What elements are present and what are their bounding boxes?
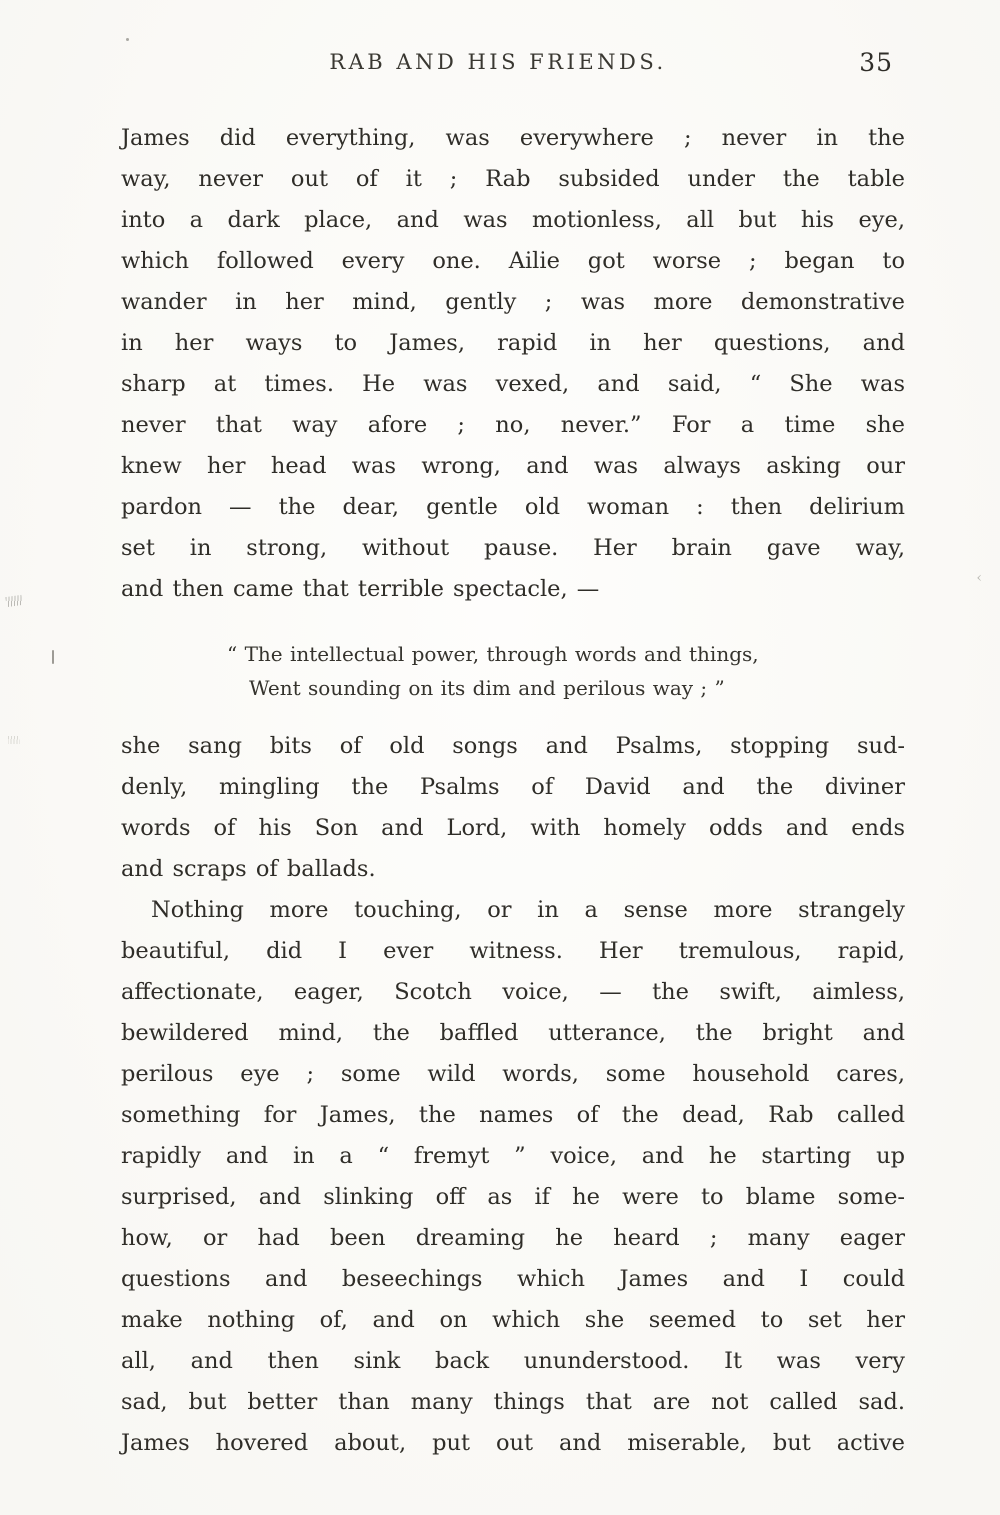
text-line: which followed every one. Ailie got worse ; began to <box>121 248 905 274</box>
text-line: James hovered about, put out and miserable, but active <box>121 1430 905 1456</box>
scan-artifact: ‹ <box>976 570 982 586</box>
verse-line: Went sounding on its dim and perilous way ; ” <box>249 676 725 700</box>
verse-line: “ The intellectual power, through words and things, <box>227 642 759 666</box>
text-line: Nothing more touching, or in a sense more strangely <box>151 897 905 923</box>
paragraph <box>121 890 905 1464</box>
text-line: affectionate, eager, Scotch voice, — the swift, aimless, <box>121 979 905 1005</box>
text-line: rapidly and in a “ fremyt ” voice, and he starting up <box>121 1143 905 1169</box>
page-number: 35 <box>859 48 893 77</box>
text-line: wander in her mind, gently ; was more demonstrative <box>121 289 905 315</box>
scan-artifact <box>5 595 22 607</box>
scan-artifact <box>52 650 54 664</box>
text-line: words of his Son and Lord, with homely odds and ends <box>121 815 905 841</box>
text-line: set in strong, without pause. Her brain gave way, <box>121 535 905 561</box>
page-header <box>121 50 905 92</box>
running-title: RAB AND HIS FRIENDS. <box>329 50 667 74</box>
paragraph <box>121 726 905 890</box>
text-line: she sang bits of old songs and Psalms, stopping sud- <box>121 733 905 759</box>
text-line: surprised, and slinking off as if he were to blame some- <box>121 1184 905 1210</box>
text-line: never that way afore ; no, never.” For a time she <box>121 412 905 438</box>
text-line: how, or had been dreaming he heard ; many eager <box>121 1225 905 1251</box>
text-line: something for James, the names of the dead, Rab called <box>121 1102 905 1128</box>
scan-artifact <box>8 736 20 744</box>
scan-artifact <box>126 38 129 41</box>
text-line: perilous eye ; some wild words, some household cares, <box>121 1061 905 1087</box>
text-line: beautiful, did I ever witness. Her tremulous, rapid, <box>121 938 905 964</box>
text-line: into a dark place, and was motionless, all but his eye, <box>121 207 905 233</box>
text-line: make nothing of, and on which she seemed to set her <box>121 1307 905 1333</box>
text-line: bewildered mind, the baffled utterance, the bright and <box>121 1020 905 1046</box>
paragraph <box>121 118 905 610</box>
text-line: and then came that terrible spectacle, — <box>121 576 600 602</box>
text-line: questions and beseechings which James and I could <box>121 1266 905 1292</box>
text-line: James did everything, was everywhere ; never in the <box>121 125 905 151</box>
page-body <box>121 118 905 1464</box>
verse-quote <box>227 637 905 705</box>
text-line: way, never out of it ; Rab subsided under the table <box>121 166 905 192</box>
text-line: in her ways to James, rapid in her questions, and <box>121 330 905 356</box>
text-line: pardon — the dear, gentle old woman : then delirium <box>121 494 905 520</box>
text-line: sad, but better than many things that are not called sad. <box>121 1389 905 1415</box>
text-line: all, and then sink back ununderstood. It was very <box>121 1348 905 1374</box>
text-line: denly, mingling the Psalms of David and the diviner <box>121 774 905 800</box>
text-line: sharp at times. He was vexed, and said, “ She was <box>121 371 905 397</box>
text-line: knew her head was wrong, and was always asking our <box>121 453 905 479</box>
text-line: and scraps of ballads. <box>121 856 376 882</box>
